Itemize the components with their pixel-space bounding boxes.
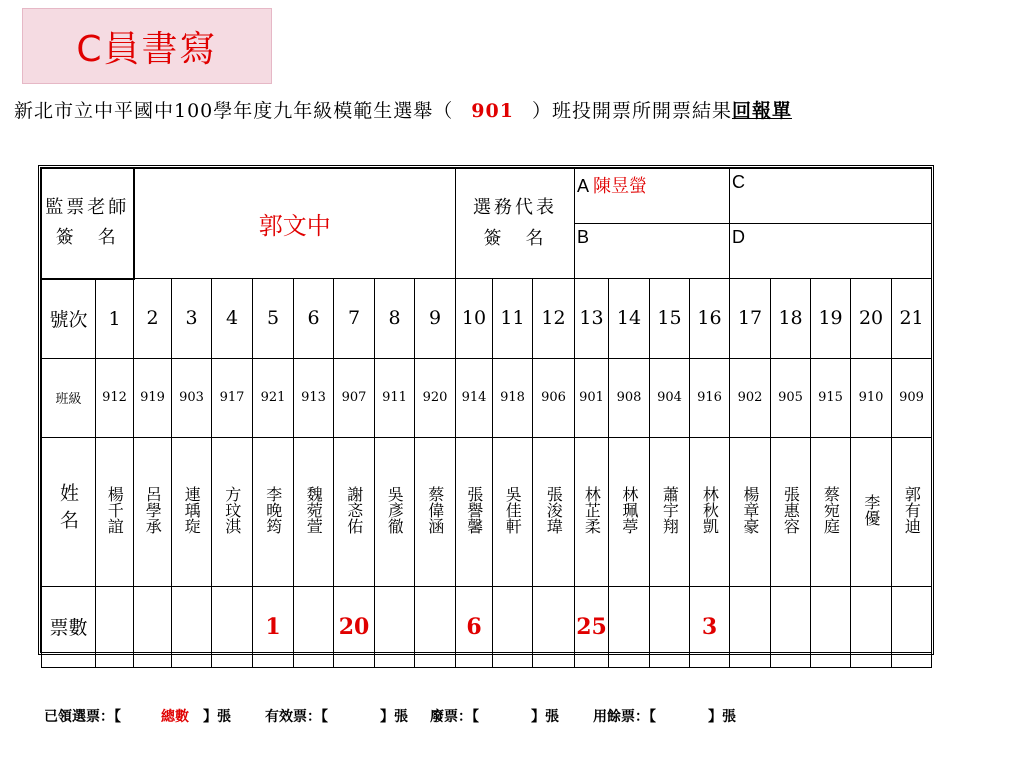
candidate-class: 910 (851, 358, 892, 437)
vote-count-cell[interactable] (172, 586, 212, 667)
received-value[interactable]: 總數 (161, 709, 189, 725)
candidate-class: 904 (650, 358, 690, 437)
vote-count-cell[interactable] (456, 586, 493, 667)
received-unit: 】張 (203, 709, 231, 725)
result-sheet (38, 165, 934, 655)
vote-count-cell[interactable] (690, 586, 730, 667)
rep-b-letter: B (577, 227, 590, 247)
candidate-class: 901 (575, 358, 609, 437)
vote-count-cell[interactable] (892, 586, 932, 667)
rep-b-cell[interactable] (575, 224, 730, 279)
candidate-name-cell (811, 437, 851, 586)
title-middle: ）班投開票所開票結果 (531, 100, 732, 122)
candidate-class: 917 (212, 358, 253, 437)
candidate-class: 919 (134, 358, 172, 437)
vote-count-cell[interactable] (134, 586, 172, 667)
candidate-class: 909 (892, 358, 932, 437)
candidate-class: 915 (811, 358, 851, 437)
class-row-label: 班級 (42, 358, 96, 437)
candidate-number: 11 (493, 279, 533, 359)
candidate-class: 918 (493, 358, 533, 437)
candidate-number: 18 (771, 279, 811, 359)
candidate-name-cell (892, 437, 932, 586)
number-row-label: 號次 (42, 279, 96, 359)
candidate-class: 914 (456, 358, 493, 437)
vote-count-cell[interactable] (575, 586, 609, 667)
candidate-name-cell (96, 437, 134, 586)
vote-count-cell[interactable] (415, 586, 456, 667)
candidate-name: 李晚筠 (263, 485, 283, 534)
candidate-name-cell (253, 437, 294, 586)
candidate-number: 13 (575, 279, 609, 359)
candidate-name-cell (134, 437, 172, 586)
candidate-name-cell (730, 437, 771, 586)
candidate-number: 10 (456, 279, 493, 359)
candidate-class: 906 (533, 358, 575, 437)
candidate-name-cell (375, 437, 415, 586)
vote-count-cell[interactable] (811, 586, 851, 667)
candidate-name-cell (172, 437, 212, 586)
candidate-name: 連瑀琁 (182, 485, 202, 534)
candidate-name: 魏菀萱 (304, 485, 324, 534)
vote-count-cell[interactable] (212, 586, 253, 667)
candidate-name-cell (851, 437, 892, 586)
candidate-number: 16 (690, 279, 730, 359)
candidate-number: 8 (375, 279, 415, 359)
rep-label-2: 簽 名 (483, 227, 547, 249)
candidate-class: 902 (730, 358, 771, 437)
candidate-number: 17 (730, 279, 771, 359)
candidate-name: 楊千誼 (105, 485, 125, 534)
rep-d-cell[interactable] (730, 224, 932, 279)
candidate-class: 903 (172, 358, 212, 437)
candidate-name: 張譽馨 (464, 485, 484, 534)
vote-count: 6 (466, 613, 482, 640)
remaining-unit: 】張 (708, 709, 736, 725)
candidate-name: 楊章豪 (740, 485, 760, 534)
vote-count-cell[interactable] (334, 586, 375, 667)
candidate-class: 912 (96, 358, 134, 437)
vote-count-cell[interactable] (650, 586, 690, 667)
candidate-name: 林芷柔 (582, 485, 602, 534)
candidate-name: 呂學承 (143, 485, 163, 534)
candidate-number: 7 (334, 279, 375, 359)
candidate-name: 張惠容 (781, 485, 801, 534)
vote-count: 1 (265, 613, 281, 640)
vote-count-cell[interactable] (771, 586, 811, 667)
candidate-name: 蕭宇翔 (660, 485, 680, 534)
candidate-name-cell (493, 437, 533, 586)
candidate-name-cell (334, 437, 375, 586)
candidate-number: 5 (253, 279, 294, 359)
vote-count-cell[interactable] (609, 586, 650, 667)
candidate-number: 6 (294, 279, 334, 359)
rep-c-letter: C (732, 172, 746, 192)
candidate-name-cell (575, 437, 609, 586)
candidate-name: 李優 (861, 493, 881, 526)
vote-count-cell[interactable] (294, 586, 334, 667)
candidate-name: 謝忞佑 (344, 485, 364, 534)
candidate-name: 林珮葶 (619, 485, 639, 534)
rep-c-cell[interactable] (730, 169, 932, 224)
candidate-name: 張浚瑋 (544, 485, 564, 534)
candidate-number: 20 (851, 279, 892, 359)
candidate-number: 21 (892, 279, 932, 359)
teacher-label-cell (42, 169, 134, 279)
candidate-name: 蔡偉涵 (425, 485, 445, 534)
title-prefix: 新北市立中平國中100學年度九年級模範生選舉（ (14, 100, 454, 122)
name-row-label-cell (42, 437, 96, 586)
rep-a-letter: A (577, 176, 590, 196)
invalid-unit: 】張 (531, 709, 559, 725)
candidate-name-cell (771, 437, 811, 586)
candidate-number: 3 (172, 279, 212, 359)
candidate-number: 2 (134, 279, 172, 359)
section-badge: C員書寫 (22, 8, 272, 84)
class-number: 901 (471, 100, 514, 122)
candidate-name-cell (690, 437, 730, 586)
vote-count-cell[interactable] (493, 586, 533, 667)
candidate-name-cell (294, 437, 334, 586)
candidate-name-cell (650, 437, 690, 586)
teacher-label-2: 簽 名 (55, 227, 119, 249)
form-title (14, 96, 792, 123)
candidate-class: 916 (690, 358, 730, 437)
vote-count: 20 (338, 613, 370, 640)
candidate-name: 林秋凱 (700, 485, 720, 534)
candidate-number: 12 (533, 279, 575, 359)
candidate-name: 吳佳軒 (503, 485, 523, 534)
rep-label-1: 選務代表 (473, 196, 557, 218)
candidate-name: 方玟淇 (222, 485, 242, 534)
candidate-class: 920 (415, 358, 456, 437)
candidate-number: 15 (650, 279, 690, 359)
rep-a-name: 陳昱螢 (593, 176, 648, 197)
vote-count-cell[interactable] (730, 586, 771, 667)
candidate-name-cell (609, 437, 650, 586)
vote-count-cell[interactable] (375, 586, 415, 667)
vote-count-cell[interactable] (533, 586, 575, 667)
candidate-name-cell (415, 437, 456, 586)
candidate-name-cell (212, 437, 253, 586)
candidate-number: 14 (609, 279, 650, 359)
valid-label: 有效票：【 (265, 709, 328, 725)
teacher-label-1: 監票老師 (45, 196, 130, 218)
candidate-number: 1 (96, 279, 134, 359)
remaining-label: 用餘票：【 (593, 709, 656, 725)
rep-d-letter: D (732, 227, 746, 247)
valid-unit: 】張 (380, 709, 408, 725)
candidate-name: 郭有迪 (902, 485, 922, 534)
candidate-name-cell (533, 437, 575, 586)
ballot-summary (44, 706, 736, 726)
candidate-name-cell (456, 437, 493, 586)
candidate-class: 908 (609, 358, 650, 437)
candidate-class: 907 (334, 358, 375, 437)
result-table (41, 168, 932, 668)
teacher-name: 郭文中 (258, 212, 331, 240)
vote-count-cell[interactable] (851, 586, 892, 667)
candidate-number: 19 (811, 279, 851, 359)
candidate-class: 905 (771, 358, 811, 437)
vote-count: 3 (701, 613, 718, 640)
candidate-number: 9 (415, 279, 456, 359)
vote-count: 25 (576, 613, 607, 640)
candidate-number: 4 (212, 279, 253, 359)
rep-a-cell[interactable] (575, 169, 730, 224)
report-label: 回報單 (731, 100, 792, 122)
votes-row-label: 票數 (42, 586, 96, 667)
name-row-label: 姓名 (57, 482, 79, 537)
rep-label-cell (456, 169, 575, 279)
invalid-label: 廢票：【 (430, 709, 479, 725)
candidate-class: 913 (294, 358, 334, 437)
teacher-signature-cell[interactable] (134, 169, 456, 279)
candidate-class: 921 (253, 358, 294, 437)
vote-count-cell[interactable] (253, 586, 294, 667)
vote-count-cell[interactable] (96, 586, 134, 667)
candidate-class: 911 (375, 358, 415, 437)
candidate-name: 吳彥徹 (385, 485, 405, 534)
received-label: 已領選票：【 (44, 709, 121, 725)
candidate-name: 蔡宛庭 (821, 485, 841, 534)
